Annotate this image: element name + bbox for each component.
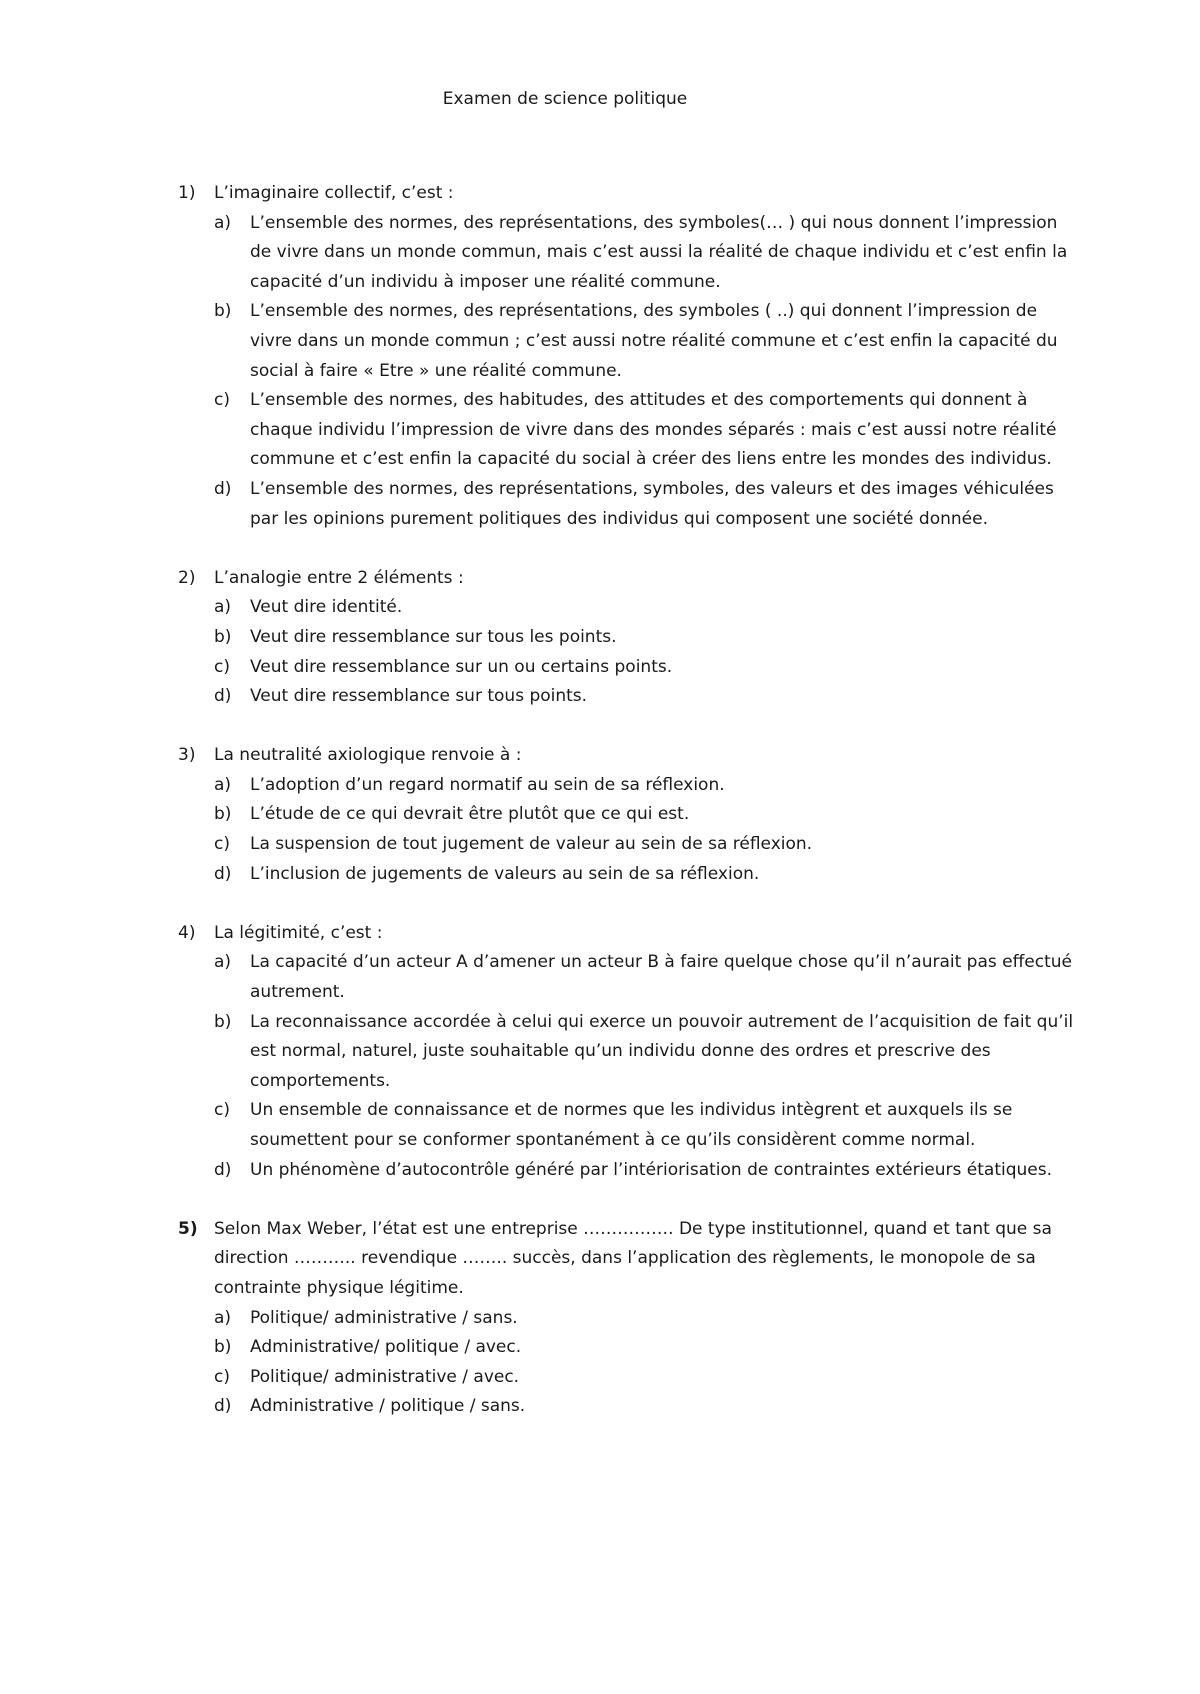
option-letter: b)	[214, 1011, 232, 1032]
option-letter: d)	[214, 686, 232, 707]
option-text: Politique/ administrative / sans.	[250, 1307, 518, 1328]
question-number: 5)	[178, 1218, 198, 1239]
option-b	[178, 800, 1078, 830]
option-text: La reconnaissance accordée à celui qui exerce un pouvoir autrement de l’acquisition de fait qu’il est normal, naturel, juste souhaitable qu’un individu donne des ordres et prescrive des comportements.	[250, 1011, 1074, 1091]
option-text: La capacité d’un acteur A d’amener un acteur B à faire quelque chose qu’il n’aurait pas effectué autrement.	[250, 952, 1073, 1003]
option-d	[178, 475, 1078, 534]
option-text: L’ensemble des normes, des représentations, des symboles(… ) qui nous donnent l’impression de vivre dans un monde commun, mais c’est aussi la réalité de chaque individu et c’est enfin la capacité d’un individu à imposer une réalité commune.	[250, 212, 1068, 292]
option-text: Politique/ administrative / avec.	[250, 1366, 520, 1387]
question-number: 1)	[178, 183, 196, 203]
option-list	[178, 771, 1078, 889]
option-text: L’adoption d’un regard normatif au sein de sa réflexion.	[250, 774, 725, 795]
option-b	[178, 1008, 1078, 1097]
option-text: L’inclusion de jugements de valeurs au sein de sa réflexion.	[250, 863, 760, 884]
question-5	[178, 1215, 1078, 1422]
option-text: Administrative/ politique / avec.	[250, 1337, 522, 1358]
option-text: Veut dire ressemblance sur tous points.	[250, 686, 588, 707]
option-letter: b)	[214, 301, 232, 322]
option-text: Un ensemble de connaissance et de normes que les individus intègrent et auxquels ils se soumettent pour se conformer spontanément à ce qu’ils considèrent comme normal.	[250, 1100, 1013, 1150]
option-a	[178, 1304, 1078, 1334]
question-1	[178, 179, 1078, 534]
option-c	[178, 830, 1078, 860]
option-c	[178, 386, 1078, 475]
question-stem	[178, 1215, 1078, 1304]
option-letter: c)	[214, 390, 230, 411]
option-letter: b)	[214, 1337, 232, 1358]
question-list	[178, 179, 1078, 1452]
option-letter: c)	[214, 1100, 230, 1121]
option-text: Administrative / politique / sans.	[250, 1396, 526, 1417]
option-text: Veut dire ressemblance sur tous les points.	[250, 626, 617, 647]
question-number: 3)	[178, 745, 196, 766]
question-text: L’imaginaire collectif, c’est :	[214, 183, 454, 203]
question-number: 4)	[178, 922, 196, 943]
option-letter: a)	[214, 952, 232, 973]
option-d	[178, 860, 1078, 890]
option-letter: a)	[214, 1307, 232, 1328]
option-b	[178, 297, 1078, 386]
question-stem	[178, 919, 1078, 949]
option-d	[178, 1392, 1078, 1422]
option-c	[178, 653, 1078, 683]
option-list	[178, 593, 1078, 711]
option-b	[178, 623, 1078, 653]
question-stem	[178, 564, 1078, 594]
option-a	[178, 593, 1078, 623]
option-text: Veut dire ressemblance sur un ou certains points.	[250, 656, 673, 677]
question-number: 2)	[178, 567, 196, 588]
option-letter: a)	[214, 597, 232, 618]
option-letter: d)	[214, 863, 232, 884]
option-a	[178, 209, 1078, 298]
option-a	[178, 771, 1078, 801]
option-letter: b)	[214, 804, 232, 825]
question-text: La neutralité axiologique renvoie à :	[214, 745, 522, 766]
option-letter: b)	[214, 626, 232, 647]
question-text: La légitimité, c’est :	[214, 922, 383, 943]
option-letter: c)	[214, 1366, 230, 1387]
option-a	[178, 948, 1078, 1007]
option-c	[178, 1096, 1078, 1155]
option-list	[178, 1304, 1078, 1422]
question-text: Selon Max Weber, l’état est une entreprise ……………. De type institutionnel, quand et tant que sa direction ……….. revendique …….. succès, dans l’application des règlements, le monopole de sa contrainte physique légitime.	[214, 1218, 1052, 1298]
option-text: Veut dire identité.	[250, 597, 403, 618]
option-b	[178, 1333, 1078, 1363]
question-text: L’analogie entre 2 éléments :	[214, 567, 464, 588]
option-text: L’ensemble des normes, des représentations, des symboles ( ..) qui donnent l’impression de vivre dans un monde commun ; c’est aussi notre réalité commune et c’est enfin la capacité du social à faire « Etre » une réalité commune.	[250, 301, 1058, 381]
option-text: L’ensemble des normes, des représentations, symboles, des valeurs et des images véhiculées par les opinions purement politiques des individus qui composent une société donnée.	[250, 478, 1054, 529]
question-2	[178, 564, 1078, 712]
question-4	[178, 919, 1078, 1185]
option-text: Un phénomène d’autocontrôle généré par l’intériorisation de contraintes extérieurs étatiques.	[250, 1159, 1052, 1180]
option-letter: d)	[214, 1396, 232, 1417]
document-title: Examen de science politique	[442, 89, 688, 109]
option-list	[178, 209, 1078, 535]
question-stem	[178, 179, 1078, 209]
option-text: L’ensemble des normes, des habitudes, des attitudes et des comportements qui donnent à chaque individu l’impression de vivre dans des mondes séparés : mais c’est aussi notre réalité commune et c’est enfin la capacité du social à créer des liens entre les mondes des individus.	[250, 390, 1057, 470]
option-c	[178, 1363, 1078, 1393]
option-text: L’étude de ce qui devrait être plutôt que ce qui est.	[250, 804, 690, 825]
option-list	[178, 948, 1078, 1185]
option-letter: a)	[214, 212, 232, 233]
option-letter: c)	[214, 834, 230, 855]
option-letter: a)	[214, 774, 232, 795]
option-d	[178, 1156, 1078, 1186]
option-text: La suspension de tout jugement de valeur au sein de sa réflexion.	[250, 834, 813, 855]
question-3	[178, 741, 1078, 889]
option-d	[178, 682, 1078, 712]
option-letter: c)	[214, 656, 230, 677]
question-stem	[178, 741, 1078, 771]
option-letter: d)	[214, 478, 232, 499]
option-letter: d)	[214, 1159, 232, 1180]
